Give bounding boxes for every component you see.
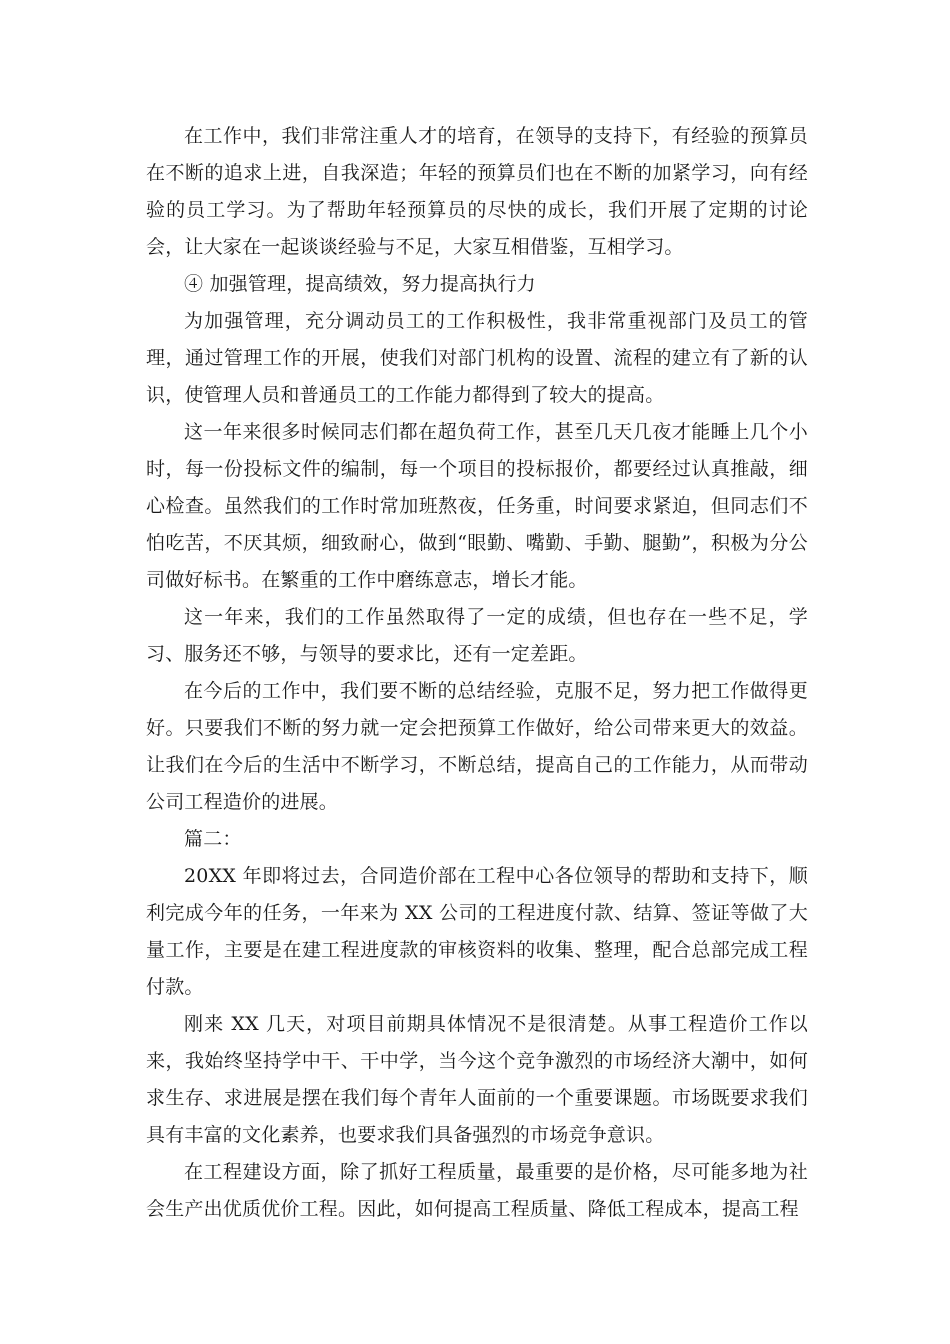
section-heading-management: ④ 加强管理，提高绩效，努力提高执行力: [184, 273, 536, 295]
paragraph-overtime-work: 这一年来很多时候同志们都在超负荷工作，甚至几天几夜才能睡上几个小时，每一份投标文件的编制，每一个项目的投标报价，都要经过认真推敲，细心检查。虽然我们的工作时常加班熬夜，任务重，时间要求紧迫，但同志们不怕吃苦，不厌其烦，细致耐心，做到“眼勤、嘴勤、手勤、腿勤”，积极为分公司做好标书。在繁重的工作中磨练意志，增长才能。: [146, 421, 808, 591]
document-page: [146, 118, 808, 1228]
section-heading-part-two: 篇二：: [184, 828, 242, 850]
paragraph-construction-price: 在工程建设方面，除了抓好工程质量，最重要的是价格，尽可能多地为社会生产出优质优价工程。因此，如何提高工程质量、降低工程成本，提高工程: [146, 1161, 808, 1220]
paragraph-year-summary: 20XX 年即将过去，合同造价部在工程中心各位领导的帮助和支持下，顺利完成今年的任务，一年来为 XX 公司的工程进度付款、结算、签证等做了大量工作，主要是在建工程进度款的审核资料的收集、整理，配合总部完成工程付款。: [146, 865, 808, 998]
paragraph-future-work: 在今后的工作中，我们要不断的总结经验，克服不足，努力把工作做得更好。只要我们不断的努力就一定会把预算工作做好，给公司带来更大的效益。让我们在今后的生活中不断学习，不断总结，提高自己的工作能力，从而带动公司工程造价的进展。: [146, 680, 808, 813]
paragraph-new-arrival: 刚来 XX 几天，对项目前期具体情况不是很清楚。从事工程造价工作以来，我始终坚持学中干、干中学，当今这个竞争激烈的市场经济大潮中，如何求生存、求进展是摆在我们每个青年人面前的一个重要课题。市场既要求我们具有丰富的文化素养，也要求我们具备强烈的市场竞争意识。: [146, 1013, 808, 1146]
paragraph-shortcomings: 这一年来，我们的工作虽然取得了一定的成绩，但也存在一些不足，学习、服务还不够，与领导的要求比，还有一定差距。: [146, 606, 808, 665]
paragraph-talent-training: 在工作中，我们非常注重人才的培育，在领导的支持下，有经验的预算员在不断的追求上进，自我深造；年轻的预算员们也在不断的加紧学习，向有经验的员工学习。为了帮助年轻预算员的尽快的成长，我们开展了定期的讨论会，让大家在一起谈谈经验与不足，大家互相借鉴，互相学习。: [146, 125, 808, 258]
paragraph-management: 为加强管理，充分调动员工的工作积极性，我非常重视部门及员工的管理，通过管理工作的开展，使我们对部门机构的设置、流程的建立有了新的认识，使管理人员和普通员工的工作能力都得到了较大的提高。: [146, 310, 808, 406]
